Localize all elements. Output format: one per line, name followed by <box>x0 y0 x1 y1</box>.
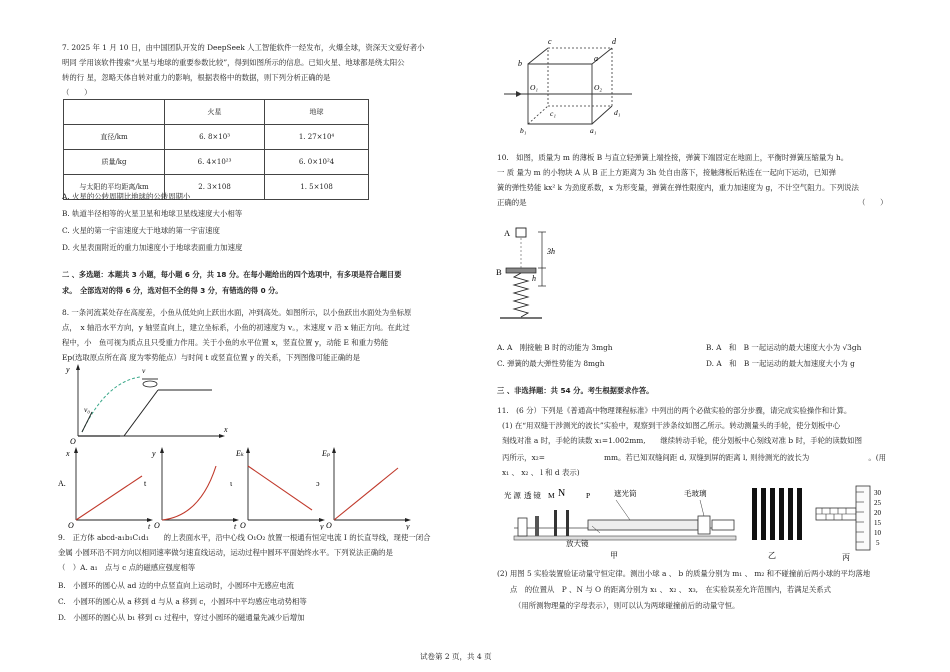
label-magnifier: 放大镜 <box>566 539 589 548</box>
table-row <box>64 100 369 125</box>
graph-x-label: y <box>406 522 410 530</box>
graph-curve <box>334 468 398 520</box>
scale-label: 15 <box>874 519 881 527</box>
q10-answer-blank: （ ） <box>858 198 888 207</box>
arrow-icon <box>160 447 164 453</box>
table-cell: 1. 5×108 <box>265 175 369 200</box>
scale-label: 5 <box>876 539 880 547</box>
q8-line-2: 点， x 轴沿水平方向，y 轴竖直向上，建立坐标系，小鱼的初速度为 v。，末速度 v 沿 x 轴正方向。在此过 <box>62 323 410 332</box>
cube-edge <box>592 106 612 124</box>
table-cell: 与太阳的平均距离/km <box>64 175 165 200</box>
graph-curve <box>248 466 312 510</box>
label-3h: 3h <box>547 247 555 256</box>
q11-line-3: 刻线对准 a 时，手轮的读数 x₁=1.002mm, 继续转动手轮，使分划板中心刻线对准 b 时，手轮的读数如图 <box>502 436 862 445</box>
micrometer-reading <box>814 482 896 564</box>
graph-option-d <box>316 444 416 530</box>
label-light-source: 光 源 <box>504 491 521 500</box>
q11-line-5: x₁ 、 x₂ 、 l 和 d 表示) <box>502 468 580 477</box>
table-cell: 1. 27×10⁴ <box>265 125 369 150</box>
q10-option-c: C. 弹簧的最大弹性势能为 8mgh <box>497 359 605 368</box>
graph-option-a <box>58 444 158 530</box>
q8-line-4: Ep(选取原点所在高 度为零势能点）与时间 t 或竖直位置 y 的关系，下列图像可能正确的是 <box>62 353 360 362</box>
cube-back-face <box>548 48 612 106</box>
cube-label-d1: d₁ <box>614 108 621 117</box>
q7-option-b: B. 轨道半径相等的火星卫星和地球卫星线速度大小相等 <box>62 209 243 218</box>
graph-origin: O <box>154 521 160 530</box>
light-tube <box>588 520 698 530</box>
planet-data-table <box>63 99 369 200</box>
q7-option-d: D. 火星表面附近的重力加速度小于地球表面重力加速度 <box>62 243 243 252</box>
arrow-icon <box>332 447 336 453</box>
cube-label-o1: O₁ <box>530 83 539 92</box>
q8-graph-row <box>58 444 410 530</box>
section-2-heading-1: 二 、多选题：本题共 3 小题，每小题 6 分，共 18 分。在每小题给出的四个选项中，有多项是符合题目要 <box>62 270 402 279</box>
q7-line-4: （ ） <box>62 88 92 97</box>
fish-icon <box>143 381 157 387</box>
q9-line-5: C. 小圆环的圆心从 a 移到 d 与从 a 移到 c，小圆环中平均感应电动势相等 <box>58 597 307 606</box>
cube-figure <box>500 36 650 138</box>
graph-y-label: y <box>152 449 156 458</box>
q9-line-6: D. 小圆环的圆心从 b₁ 移到 c₁ 过程中，穿过小圆环的磁通量先减少后增加 <box>58 613 305 622</box>
table-header <box>64 100 165 125</box>
table-cell: 6. 8×10³ <box>165 125 265 150</box>
x-arrow-icon <box>219 434 225 438</box>
arrow-icon <box>74 447 78 453</box>
label-filter: 透 镜 <box>524 491 541 500</box>
cube-label-a1: a₁ <box>590 126 597 135</box>
table-header: 地球 <box>265 100 369 125</box>
graph-x-label: y <box>320 522 324 530</box>
dark-fringe <box>779 488 784 540</box>
river-bank-slope <box>124 390 158 436</box>
fig-x-label: x <box>224 425 228 434</box>
fig-v0-label: v₀ <box>84 405 90 414</box>
q9-line-3: （ ）A. a₁ 点与 c 点的磁感应强度相等 <box>58 563 196 572</box>
q10-option-a: A. A 刚接触 B 时的动能为 3mgh <box>497 343 613 352</box>
graph-y-label: Eₖ <box>236 449 244 458</box>
fig-y-label: y <box>66 365 70 374</box>
graph-x-label: t <box>148 522 151 530</box>
q8-line-3: 程中，小 鱼可视为质点且只受重力作用。关于小鱼的水平位置 x，竖直位置 y，动能 E 和重力势能 <box>62 338 389 347</box>
cube-edge <box>528 48 548 64</box>
graph-option-label: ɔ <box>316 479 320 488</box>
q11-p2-line-1: (2) 用图 5 实验装置验证动量守恒定律。测出小球 a 、 b 的质量分别为 m₁ 、 m₂ 和不碰撞前后两小球的平均落地 <box>497 569 871 578</box>
ground-glass <box>698 516 710 534</box>
graph-origin: O <box>326 521 332 530</box>
page-footer: 试卷第 2 页，共 4 页 <box>420 652 492 661</box>
q11-line-4: 丙所示，x₂= mm。若已知双缝间距 d, 双缝到屏的距离 l, 则待测光的波长为 。(用 <box>502 453 886 462</box>
dark-fringe <box>770 488 775 540</box>
current-arrow-icon <box>516 91 522 97</box>
spring-figure <box>494 220 584 332</box>
dark-fringe <box>788 488 793 540</box>
table-cell: 直径/km <box>64 125 165 150</box>
q10-line-4: 正确的是 <box>497 198 527 207</box>
label-glass: 毛玻璃 <box>684 489 707 498</box>
q11-line-2: (1) 在“用双缝干涉测光的波长”实验中，观察到干涉条纹如图乙所示。转动测量头的手轮，使分划板中心 <box>502 421 841 430</box>
q9-line-4: B. 小圆环的圆心从 ad 边的中点竖直向上运动时，小圆环中无感应电流 <box>58 581 294 590</box>
fringe-pattern <box>748 484 818 562</box>
q7-line-3: 转的行 星，忽略天体自转对重力的影响，根据表格中的数据，则下列分析正确的是 <box>62 73 331 82</box>
y-arrow-icon <box>76 364 80 370</box>
graph-origin: O <box>240 521 246 530</box>
fish-jump-figure <box>62 362 232 444</box>
dark-fringe <box>752 488 757 540</box>
plate-b <box>506 268 536 273</box>
cube-label-a: a <box>594 54 598 63</box>
graph-option-c <box>230 444 330 530</box>
cube-edge <box>528 106 548 124</box>
arrow-icon <box>246 447 250 453</box>
initial-velocity-arrow <box>82 412 92 432</box>
cube-label-d: d <box>612 37 616 46</box>
q9-line-2: 金属 小圆环沿不同方向以相同速率做匀速直线运动，运动过程中圆环平面始终水平。下列说法正确的是 <box>58 548 393 557</box>
label-slit-m: M <box>548 491 555 500</box>
table-cell: 质量/kg <box>64 150 165 175</box>
micrometer-thimble <box>856 486 870 550</box>
q8-line-1: 8. 一条河流某处存在高度差，小鱼从低处向上跃出水面，冲到高处。如图所示，以小鱼跃出水面处为坐标原 <box>62 308 412 317</box>
label-p: P <box>586 491 591 500</box>
scale-label: 25 <box>874 499 881 507</box>
q10-option-b: B. A 和 B 一起运动的最大速度大小为 √3gh <box>706 343 862 352</box>
cube-label-c1: c₁ <box>550 109 556 118</box>
q11-p2-line-2: 点 的位置从 P 、N 与 O 的距离分别为 x₁ 、 x₂ 、 x₃, 在实验误差允许范围内，若满足关系式 <box>510 585 832 594</box>
graph-option-label: A. <box>58 479 66 488</box>
dark-fringe <box>797 488 802 540</box>
table-cell: 6. 0×10²4 <box>265 150 369 175</box>
fig-origin-label: O <box>70 437 76 444</box>
table-row <box>64 150 369 175</box>
q7-line-1: 7. 2025 年 1 月 10 日，由中国团队开发的 DeepSeek 人工智能软件一经发布，火爆全球，资深天文爱好者小 <box>62 43 425 52</box>
section-2-heading-2: 求。 全部选对的得 6 分，选对但不全的得 3 分，有错选的得 0 分。 <box>62 286 283 295</box>
q10-option-d: D. A 和 B 一起运动的最大加速度大小为 g <box>706 359 855 368</box>
cube-label-c: c <box>548 37 552 46</box>
graph-option-b <box>144 444 244 530</box>
fish-trajectory <box>82 377 140 432</box>
scale-label: 20 <box>874 509 881 517</box>
q10-line-1: 10. 如图，质量为 m 的薄板 B 与直立轻弹簧上端拴接，弹簧下端固定在地面上，平衡时弹簧压缩量为 h。 <box>497 153 849 162</box>
dark-fringe <box>761 488 766 540</box>
q10-line-2: 一 质 量为 m 的小物块 A 从 B 正上方距离为 3h 处自由落下，接触薄板后粘连在一起向下运动，已知弹 <box>497 168 836 177</box>
label-tube: 遮光筒 <box>614 489 637 498</box>
q9-line-1: 9. 正方体 abcd-a₁b₁C₁d₁ 的上表面水平，沿中心线 O₁O₂ 放置一根通有恒定电流 I 的长直导线，现使一闭合 <box>58 533 431 542</box>
double-slit-apparatus <box>500 480 745 560</box>
table-row <box>64 125 369 150</box>
label-jia: 甲 <box>610 551 618 560</box>
fig-v-label: v <box>142 366 146 375</box>
label-a: A <box>504 228 511 238</box>
q7-line-2: 明同 学用该软件搜索“火星与地球的重要参数比较”，得到如图所示的信息。已知火星、地球都是绕太阳公 <box>62 58 405 67</box>
label-slit-n: N <box>558 488 566 499</box>
q10-line-3: 簧的弹性势能 kx² k 为劲度系数，x 为形变量，弹簧在弹性限度内，重力加速度为 g，不计空气阻力。下列说法 <box>497 183 859 192</box>
label-h: h <box>532 274 536 283</box>
lens <box>535 516 539 536</box>
light-source <box>518 518 527 536</box>
block-a <box>516 228 526 237</box>
label-bing: 丙 <box>842 553 850 562</box>
magnifier <box>712 520 734 530</box>
label-b: B <box>496 267 502 277</box>
cube-label-b: b <box>518 59 522 68</box>
graph-option-label: ι <box>230 479 233 488</box>
graph-option-label: t <box>144 479 147 488</box>
table-cell: 2. 3×108 <box>165 175 265 200</box>
label-yi: 乙 <box>768 551 776 560</box>
pointer <box>616 500 630 520</box>
q7-option-a: A. 火星的公转周期比地球的公转周期小 <box>62 192 191 201</box>
graph-y-label: Eₚ <box>322 449 331 458</box>
graph-origin: O <box>68 521 74 530</box>
slit-m <box>554 510 557 536</box>
graph-curve <box>162 466 216 520</box>
cube-label-o2: O₂ <box>594 83 603 92</box>
scale-label: 30 <box>874 489 881 497</box>
spring <box>514 273 528 317</box>
q11-line-1: 11. (6 分）下列是《普通高中物理课程标准》中列出的两个必做实验的部分步骤，请完成实验操作和计算。 <box>497 406 852 415</box>
graph-x-label: t <box>234 522 237 530</box>
pointer <box>700 500 704 516</box>
table-header: 火星 <box>165 100 265 125</box>
graph-curve <box>76 476 142 520</box>
table-cell: 6. 4×10²³ <box>165 150 265 175</box>
q7-option-c: C. 火星的第一宇宙速度大于地球的第一宇宙速度 <box>62 226 220 235</box>
cube-label-b1: b₁ <box>520 126 527 135</box>
scale-label: 10 <box>874 529 881 537</box>
optical-bench <box>514 536 736 540</box>
slit-n <box>566 510 569 536</box>
graph-y-label: x <box>66 449 70 458</box>
q11-p2-line-3: （用所测物理量的字母表示），则可以认为两球碰撞前后的动量守恒。 <box>514 601 740 610</box>
section-3-heading: 三 、非选择题：共 54 分。考生根据要求作答。 <box>497 386 654 395</box>
